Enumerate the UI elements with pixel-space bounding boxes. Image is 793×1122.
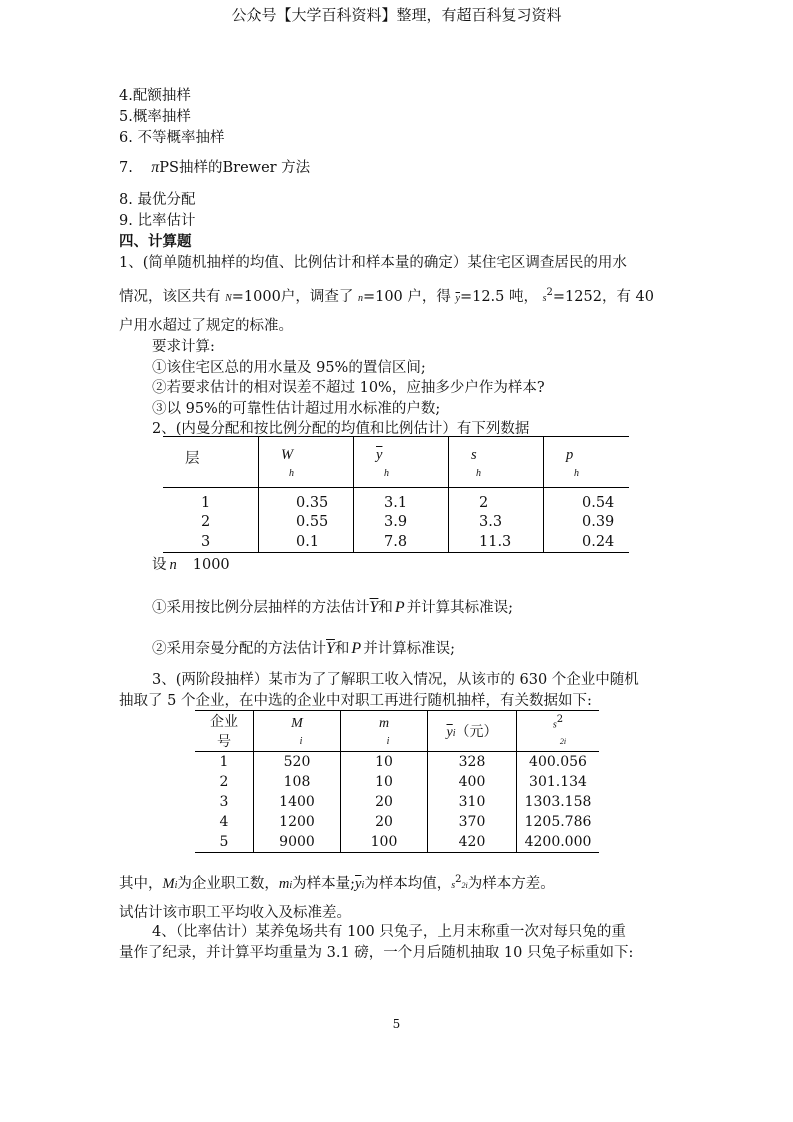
cell: 0.55 [259,512,354,532]
header-y-symbol: $\overline{y}$ [446,725,453,740]
cell: 0.1 [259,532,354,553]
list-item-7-text: PS抽样的Brewer 方法 [159,160,311,176]
cell: 11.3 [449,532,544,553]
header-W [259,437,354,488]
header-p-symbol: p [566,447,574,463]
cell: 3.1 [354,488,449,513]
pi-symbol: π [151,159,160,176]
q3-table [195,710,599,853]
symbol-s-sub: 2i [461,881,468,890]
cell: 4200.000 [517,832,600,853]
q4-line1: 4、（比率估计）某养兔场共有 100 只兔子，上月末称重一次对每只兔的重 [152,924,626,940]
symbol-n: n [357,293,363,304]
cell: 100 [341,832,428,853]
header-W-sub: h [289,468,294,479]
symbol-s2-exponent: 2 [546,287,553,299]
cell: 1200 [254,812,341,832]
q3-last-line: 试估计该市职工平均收入及标准差。 [119,905,351,921]
symbol-P: P [351,640,362,657]
table-row [195,772,599,792]
header-s-sup: 2 [556,714,564,726]
header-m-symbol: m [378,715,390,731]
q2-part1 [152,596,513,617]
symbol-N: N [225,293,232,304]
q1-requirement-1: ①该住宅区总的用水量及 95%的置信区间; [152,360,426,376]
header-yi [428,711,517,752]
header-Mi [254,711,341,752]
symbol-P: P [394,599,405,616]
symbol-m-sub: i [289,880,293,891]
cell: 400 [428,772,517,792]
q2-set-n [152,553,230,574]
symbol-n: n [169,557,177,573]
note-y: 为样本均值， [364,876,452,892]
symbol-s2: s [542,293,547,304]
list-item-9: 9. 比率估计 [119,213,196,229]
header-s-sub: 2i [559,736,567,746]
list-item-4: 4.配额抽样 [119,88,191,104]
table-header-row [163,437,629,488]
cell: 20 [341,812,428,832]
cell: 3.3 [449,512,544,532]
header-s-symbol: s [552,719,557,731]
cell: 370 [428,812,517,832]
cell: 3.9 [354,512,449,532]
cell: 1400 [254,792,341,812]
symbol-y-sub: i [361,880,365,891]
list-item-7 [119,156,310,177]
cell: 108 [254,772,341,792]
q2-part2 [152,637,455,658]
header-y-sub: i [452,728,456,739]
header-m-sub: i [386,735,390,747]
q1-line2 [119,285,654,306]
note-prefix: 其中， [119,876,163,892]
q2-part2-tail: 并计算标准误; [363,641,456,657]
symbol-Ybar: $\overline{Y}$ [326,640,335,657]
symbol-ybar: $\overline{y}$ [455,293,460,304]
cell: 10 [341,772,428,792]
cell: 0.35 [259,488,354,513]
header-s-sub: h [476,468,481,479]
header-p [544,437,630,488]
header-firm-line2: 号 [217,734,231,750]
cell: 9000 [254,832,341,853]
q4-line2: 量作了纪录，并计算平均重量为 3.1 磅，一个月后随机抽取 10 只兔子标重如下: [119,945,634,961]
conj-and: 和 [334,641,350,657]
table-row [163,488,629,513]
q2-title: 2、(内曼分配和按比例分配的均值和比例估计）有下列数据 [152,421,530,437]
header-s-symbol: s [471,447,477,463]
q1-text-c: =100 户，得 [362,289,451,305]
cell: 1 [219,754,229,770]
q1-requirements-label: 要求计算: [152,339,215,355]
list-item-7-number: 7. [119,160,133,176]
note-s: 为样本方差。 [467,876,555,892]
symbol-s: s [451,880,456,891]
symbol-m: m [278,876,290,892]
cell: 3 [201,534,211,550]
q1-requirement-2: ②若要求估计的相对误差不超过 10%，应抽多少户作为样本? [152,380,545,396]
page-number: 5 [392,1017,401,1031]
cell: 1303.158 [517,792,600,812]
cell: 0.39 [544,512,630,532]
cell: 4 [219,814,229,830]
q3-note [119,872,555,893]
header-M-sub: i [299,735,303,747]
cell: 2 [201,514,211,530]
list-item-6: 6. 不等概率抽样 [119,130,225,146]
conj-and: 和 [378,600,393,616]
symbol-y: $\overline{y}$ [355,876,362,892]
q1-text-a: 情况，该区共有 [119,289,221,305]
cell: 5 [219,834,229,850]
table-row [195,792,599,812]
table-row [195,752,599,773]
n-value: 1000 [192,557,230,573]
header-M-symbol: M [291,715,303,731]
q2-part1-tail: 并计算其标准误; [406,600,514,616]
note-M: 为企业职工数， [177,876,279,892]
cell: 520 [254,752,341,773]
cell: 301.134 [517,772,600,792]
table-row [163,512,629,532]
cell: 7.8 [354,532,449,553]
q2-part1-text: ①采用按比例分层抽样的方法估计 [152,600,370,616]
symbol-M: M [162,876,175,892]
list-item-8: 8. 最优分配 [119,192,196,208]
section-title: 四、计算题 [119,233,192,250]
q3-line2: 抽取了 5 个企业，在中选的企业中对职工再进行随机抽样，有关数据如下: [119,693,592,709]
cell: 310 [428,792,517,812]
cell: 420 [428,832,517,853]
q1-line3: 户用水超过了规定的标准。 [119,318,293,334]
header-y-symbol: $\overline{y}$ [376,447,383,463]
header-s [449,437,544,488]
cell: 1205.786 [517,812,600,832]
cell: 3 [219,794,229,810]
cell: 10 [341,752,428,773]
header-s2i [517,711,600,752]
header-mi [341,711,428,752]
set-label: 设 [152,557,167,573]
cell: 2 [449,488,544,513]
header-W-symbol: W [281,447,294,463]
cell: 0.24 [544,532,630,553]
symbol-Ybar: $\overline{Y}$ [369,599,379,616]
cell: 400.056 [517,752,600,773]
header-stratum: 层 [163,437,259,488]
q1-requirement-3: ③以 95%的可靠性估计超过用水标准的户数; [152,401,441,417]
q2-part2-text: ②采用奈曼分配的方法估计 [152,641,326,657]
cell: 20 [341,792,428,812]
header-p-sub: h [574,468,579,479]
q2-table [163,436,629,553]
list-item-5: 5.概率抽样 [119,109,191,125]
q1-text-e: =1252，有 40 [552,289,655,305]
q1-text-d: =12.5 吨， [459,289,538,305]
header-y-unit: （元） [455,724,498,740]
note-m: 为样本量; [292,876,356,892]
header-firm-line1: 企业 [210,714,238,730]
cell: 2 [219,774,229,790]
header-firm-no [195,711,254,752]
header-y [354,437,449,488]
table-row [195,812,599,832]
q3-line1: 3、(两阶段抽样）某市为了了解职工收入情况，从该市的 630 个企业中随机 [152,672,639,688]
page-header: 公众号【大学百科资料】整理，有超百科复习资料 [231,6,562,24]
table-header-row [195,711,599,752]
q1-text-b: =1000户，调查了 [231,289,354,305]
cell: 0.54 [544,488,630,513]
header-y-sub: h [384,468,389,479]
table-row [195,832,599,853]
table-row [163,532,629,553]
symbol-M-sub: i [174,880,178,891]
cell: 328 [428,752,517,773]
q1-line1: 1、(简单随机抽样的均值、比例估计和样本量的确定）某住宅区调查居民的用水 [119,255,627,271]
symbol-s-sup: 2 [455,874,462,886]
cell: 1 [201,495,211,511]
